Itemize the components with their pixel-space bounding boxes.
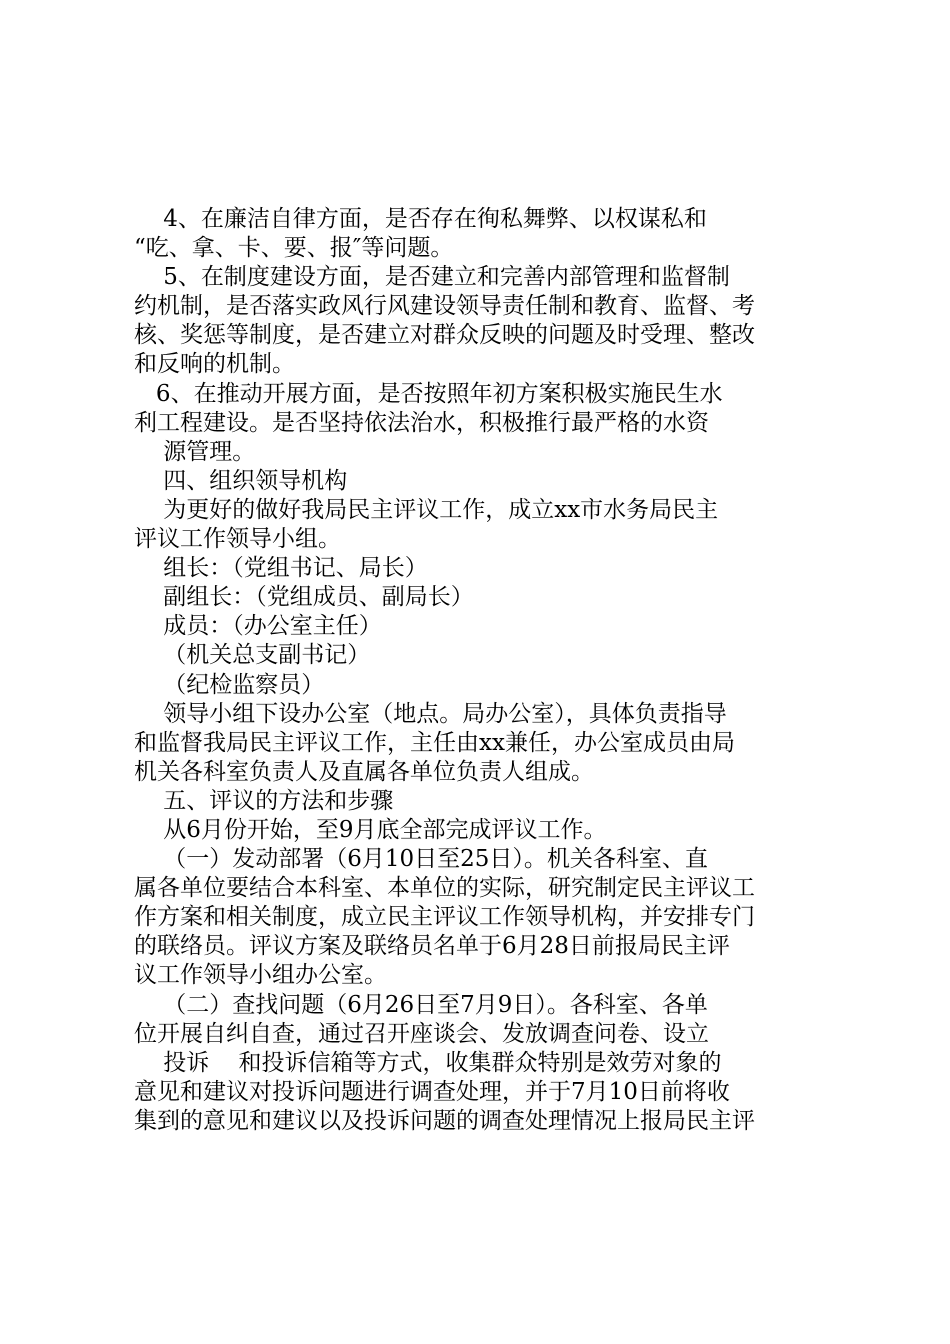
text-line: （机关总支副书记） [134,642,371,669]
document-body [134,205,824,1136]
text-line: 4、在廉洁自律方面，是否存在徇私舞弊、以权谋私和 [134,206,707,232]
text-line: 集到的意见和建议以及投诉问题的调查处理情况上报局民主评 [134,1107,755,1134]
text-line: 议工作领导小组办公室。 [134,962,387,989]
text-line: 副组长：（党组成员、副局长） [134,584,474,611]
text-line: 源管理。 [134,438,256,465]
text-line: 评议工作领导小组。 [134,526,341,553]
text-line: （一）发动部署（6月10日至25日）。机关各科室、直 [134,846,708,873]
text-line: （纪检监察员） [134,671,325,698]
text-line: 和监督我局民主评议工作，主任由xx兼任，办公室成员由局 [134,729,735,756]
text-line: 和反响的机制。 [134,351,295,378]
text-line: 属各单位要结合本科室、本单位的实际，研究制定民主评议工 [134,875,755,902]
text-line: 核、奖惩等制度，是否建立对群众反映的问题及时受理、整改 [134,322,755,349]
text-line: 利工程建设。是否坚持依法治水，积极推行最严格的水资 [134,409,709,436]
section-heading: 四、组织领导机构 [134,467,348,494]
text-line: 作方案和相关制度，成立民主评议工作领导机构，并安排专门 [134,904,755,931]
text-line: 5、在制度建设方面，是否建立和完善内部管理和监督制 [134,264,730,291]
text-line: 领导小组下设办公室（地点。局办公室），具体负责指导 [134,700,727,727]
text-line: 意见和建议对投诉问题进行调查处理，并于7月10日前将收 [134,1078,730,1105]
text-line: 机关各科室负责人及直属各单位负责人组成。 [134,758,594,785]
text-line: 成员：（办公室主任） [134,613,382,640]
text-line: 6、在推动开展方面，是否按照年初方案积极实施民生水 [134,380,723,407]
section-heading: 五、评议的方法和步骤 [134,787,394,814]
text-line: 的联络员。评议方案及联络员名单于6月28日前报局民主评 [134,933,730,960]
text-line: 投诉 和投诉信箱等方式，收集群众特别是效劳对象的 [134,1049,722,1076]
text-line: （二）查找问题（6月26日至7月9日）。各科室、各单 [134,991,708,1018]
text-line: 约机制，是否落实政风行风建设领导责任制和教育、监督、考 [134,293,755,320]
text-line: 为更好的做好我局民主评议工作，成立xx市水务局民主 [134,496,719,523]
text-line: 组长：（党组书记、局长） [134,555,428,582]
text-line: 从6月份开始，至9月底全部完成评议工作。 [134,816,607,843]
text-line: “吃、拿、卡、要、报″等问题。 [134,235,454,262]
text-line: 位开展自纠自查，通过召开座谈会、发放调查问卷、设立 [134,1020,709,1047]
